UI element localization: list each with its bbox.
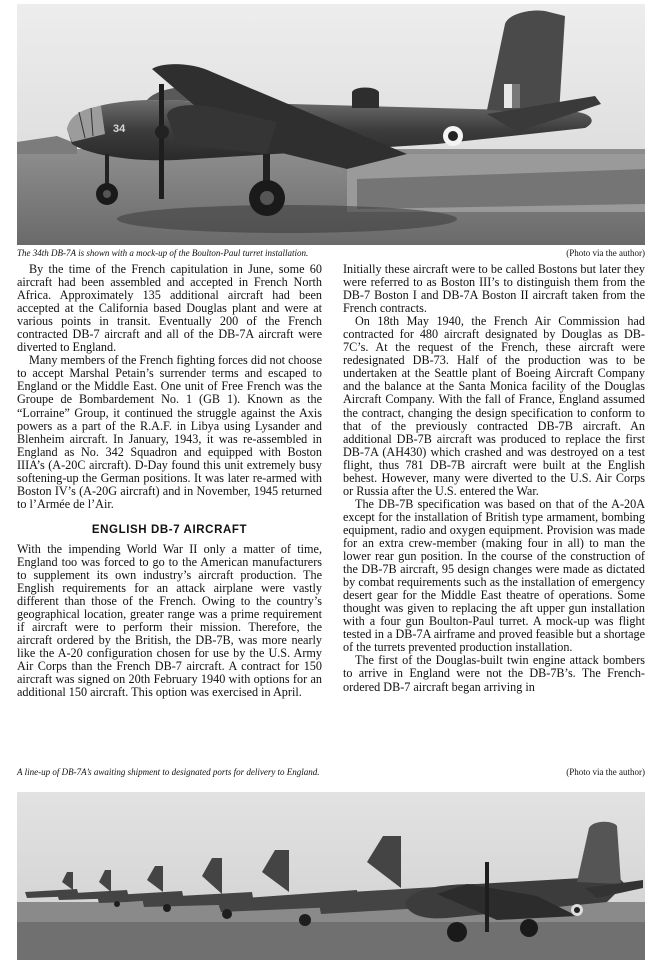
bottom-photo-credit: (Photo via the author) xyxy=(566,767,645,777)
right-paragraph-4: The first of the Douglas-built twin engine attack bombers to arrive in England were not the DB-7B’s. The French-ordered DB-7 aircraft began arriving in xyxy=(343,653,645,694)
bottom-lineup-photo xyxy=(17,792,645,960)
left-column xyxy=(17,263,322,700)
top-caption-text: The 34th DB-7A is shown with a mock-up of the Boulton-Paul turret installation. xyxy=(17,248,309,258)
bottom-caption-text: A line-up of DB-7A’s awaiting shipment to designated ports for delivery to England. xyxy=(17,767,320,777)
right-paragraph-3: The DB-7B specification was based on that of the A-20A except for the installation of British type armament, bombing equipment, radio and oxygen equipment. Provision was made for an extra crew-member (making four in all) to man the lower rear gun position. In the course of the construction of the DB-7B aircraft, 95 design changes were made as dictated by combat requirements such as the installation of emergency desert gear for the Middle East theatre of operations. Some thought was given to replacing the aft upper gun installation with a four gun Boulton-Paul turret. A mock-up was flight tested in a DB-7A airframe and proved feasible but a shortage of the turrets prevented production installation. xyxy=(343,496,645,655)
top-photo-caption xyxy=(17,248,645,258)
bottom-photo-caption xyxy=(17,767,645,777)
nose-number-label: 34 xyxy=(113,123,126,135)
right-paragraph-1: Initially these aircraft were to be called Bostons but later they were referred to as Boston III’s to distinguish them from the DB-7 Boston I and DB-7A Boston II aircraft taken from the French contracts. xyxy=(343,262,645,316)
left-paragraph-2: Many members of the French fighting forces did not choose to accept Marshal Petain’s surrender terms and escaped to England or the Middle East. One unit of Free French was the Groupe de Bombardement No. 1 (GB 1). Known as the “Lorraine” Group, it continued the struggle against the Axis powers as a part of the R.A.F. in Libya using Lysander and Blenheim aircraft. In January, 1943, it was re-assembled in England as No. 342 Squadron and equipped with Boston IIIA’s (A-20C aircraft). D-Day found this unit extremely busy softening-up the German positions. It was later re-armed with Boston IV’s (A-20G aircraft) and in November, 1945 returned to l’Armée de l’Air. xyxy=(17,353,322,511)
top-photo-credit: (Photo via the author) xyxy=(566,248,645,258)
right-column xyxy=(343,263,645,694)
section-heading: ENGLISH DB-7 AIRCRAFT xyxy=(91,523,248,536)
right-paragraph-2: On 18th May 1940, the French Air Commission had contracted for 480 aircraft designated by Douglas as DB-7C’s. At the request of the French, these aircraft were redesignated DB-73. Half of the production was to be undertaken at the Seattle plant of Boeing Aircraft Company and the balance at the Santa Monica facility of the Douglas Aircraft Company. With the fall of France, England assumed the contract, changing the design specification to conform to that of the previously contracted DB-7B aircraft. An additional DB-7B aircraft was produced to replace the first DB-7A (AH430) which crashed and was destroyed on a test flight, thus 781 DB-7B aircraft were built at the English behest. However, many were diverted to the U.S. Air Corps or Russia after the U.S. entered the War. xyxy=(343,314,645,498)
left-paragraph-1: By the time of the French capitulation in June, some 60 aircraft had been assembled and accepted in French North Africa. Approximately 135 additional aircraft had been accepted at the California based Douglas plant and were at various points in transit. Eventually 200 of the French contracted DB-7 aircraft and all of the DB-7A aircraft were diverted to England. xyxy=(17,262,322,355)
top-aircraft-photo xyxy=(17,4,645,245)
section-paragraph-1: With the impending World War II only a matter of time, England too was forced to go to the American manufacturers to supplement its own industry’s aircraft production. The English requirements for an attack airplane were vastly different than those of the French. Owing to the country’s geographical location, greater range was a prime requirement if aircraft were to perform their mission. Therefore, the aircraft ordered by the British, the DB-7B, was more nearly like the A-20 configuration chosen for use by the U.S. Army Air Corps than the French DB-7 aircraft. A contract for 150 aircraft was signed on 20th February 1940 with options for an additional 150 aircraft. This option was exercised in April. xyxy=(17,541,322,700)
